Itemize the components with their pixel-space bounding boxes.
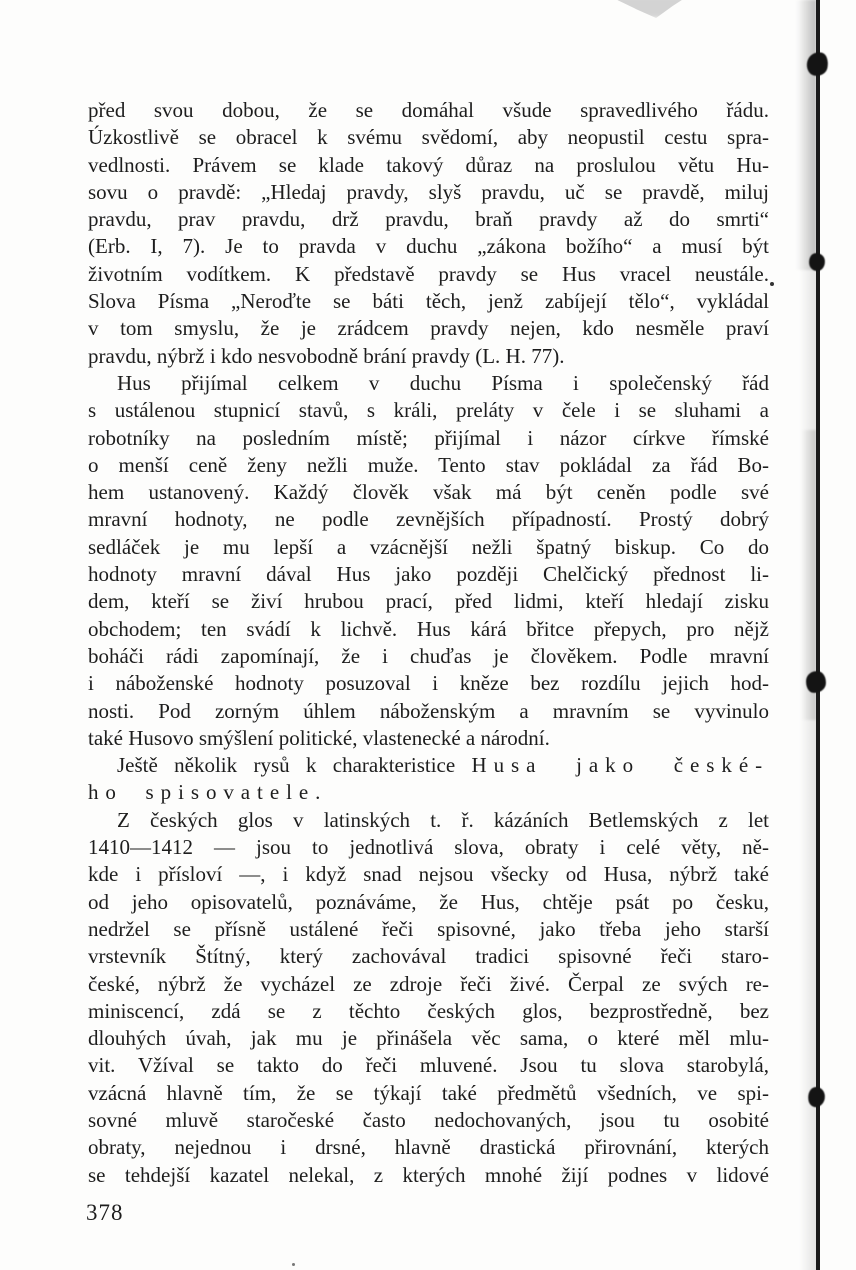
text-line — [88, 370, 769, 397]
text-segment: vzácná hlavně tím, že se týkají také předmětů všedních, ve spi- — [88, 1080, 769, 1105]
text-line — [88, 1025, 769, 1052]
text-line — [88, 506, 769, 533]
text-segment: Z českých glos v latinských t. ř. kázáních Betlemských z let — [117, 807, 769, 832]
text-line — [88, 861, 769, 888]
text-line — [88, 397, 769, 424]
text-segment: Slova Písma „Neroďte se báti těch, jenž zabíjejí tělo“, vykládal — [88, 289, 769, 314]
text-line — [88, 1107, 769, 1134]
text-line — [88, 643, 769, 670]
text-line — [88, 725, 769, 752]
text-segment: kde i přísloví —, i když snad nejsou všecky od Husa, nýbrž také — [88, 862, 769, 887]
text-line — [88, 233, 769, 260]
text-line — [88, 779, 769, 806]
text-segment: sovu o pravdě: „Hledaj pravdy, slyš pravdu, uč se pravdě, miluj — [88, 179, 769, 204]
text-segment: vit. Vžíval se takto do řeči mluvené. Jsou tu slova starobylá, — [88, 1053, 769, 1078]
text-segment: v tom smyslu, že je zrádcem pravdy nejen, kdo nesměle praví — [88, 316, 769, 341]
text-segment: také Husovo smýšlení politické, vlastenecké a národní. — [88, 725, 550, 750]
text-line — [88, 588, 769, 615]
text-line — [88, 670, 769, 697]
text-segment: hem ustanovený. Každý člověk však má být ceněn podle své — [88, 480, 769, 505]
text-segment: s ustálenou stupnicí stavů, s králi, preláty v čele i se sluhami a — [88, 398, 769, 423]
text-line — [88, 179, 769, 206]
text-segment: boháči rádi zapomínají, že i chuďas je člověkem. Podle mravní — [88, 643, 769, 668]
text-segment: Ještě několik rysů k charakteristice — [117, 753, 472, 778]
text-segment: Hus přijímal celkem v duchu Písma i společenský řád — [117, 370, 769, 395]
text-segment: miniscencí, zdá se z těchto českých glos, bezprostředně, bez — [88, 998, 769, 1023]
text-segment: vrstevník Štítný, který zachovával tradici spisovné řeči staro- — [88, 944, 769, 969]
text-line — [88, 152, 769, 179]
text-line — [88, 206, 769, 233]
text-line — [88, 616, 769, 643]
text-line — [88, 479, 769, 506]
book-binding-line — [816, 0, 820, 1270]
text-segment: sedláček je mu lepší a vzácnější nežli špatný biskup. Co do — [88, 534, 769, 559]
scan-speck — [770, 282, 774, 286]
text-segment: pravdu, nýbrž i kdo nesvobodně brání pravdy (L. H. 77). — [88, 343, 565, 368]
ink-blob — [805, 670, 827, 694]
text-segment: 1410—1412 — jsou to jednotlivá slova, obraty i celé věty, ně- — [88, 835, 769, 860]
text-segment: pravdu, prav pravdu, drž pravdu, braň pravdy až do smrti“ — [88, 207, 769, 232]
text-line — [88, 315, 769, 342]
text-segment: dem, kteří se živí hrubou prací, před lidmi, kteří hledají zisku — [88, 589, 769, 614]
text-line — [88, 425, 769, 452]
text-segment: nedržel se přísně ustálené řeči spisovné, jako třeba jeho starší — [88, 916, 769, 941]
text-line — [88, 971, 769, 998]
text-segment: vedlnosti. Právem se klade takový důraz na proslulou větu Hu- — [88, 152, 769, 177]
text-line — [88, 1080, 769, 1107]
text-segment: (Erb. I, 7). Je to pravda v duchu „zákona božího“ a musí být — [88, 234, 769, 259]
text-segment: i náboženské hodnoty posuzoval i kněze bez rozdílu jejich hod- — [88, 671, 769, 696]
page-edge-shadow-top — [795, 0, 816, 270]
text-segment: životním vodítkem. K představě pravdy se Hus vracel neustále. — [88, 261, 769, 286]
text-segment: mravní hodnoty, ne podle zevnějších případností. Prostý dobrý — [88, 507, 769, 532]
text-line — [88, 807, 769, 834]
text-line — [88, 261, 769, 288]
scan-smudge-top — [612, 0, 688, 18]
text-line — [88, 943, 769, 970]
scan-speck — [292, 1263, 295, 1266]
letterspaced-text: Husa jako české- — [471, 753, 770, 778]
text-line — [88, 834, 769, 861]
text-segment: od jeho opisovatelů, poznáváme, že Hus, chtěje psát po česku, — [88, 889, 769, 914]
text-segment: robotníky na posledním místě; přijímal i názor církve římské — [88, 425, 769, 450]
text-line — [88, 288, 769, 315]
text-segment: se tehdejší kazatel nelekal, z kterých mnohé žijí podnes v lidové — [88, 1162, 769, 1187]
text-segment: Úzkostlivě se obracel k svému svědomí, aby neopustil cestu spra- — [88, 125, 769, 150]
text-line — [88, 561, 769, 588]
text-line — [88, 1162, 769, 1189]
text-line — [88, 534, 769, 561]
text-segment: o menší ceně ženy nežli muže. Tento stav pokládal za řád Bo- — [88, 452, 769, 477]
text-segment: hodnoty mravní dával Hus jako později Chelčický přednost li- — [88, 562, 769, 587]
text-line — [88, 124, 769, 151]
text-segment: české, nýbrž že vycházel ze zdroje řeči živé. Čerpal ze svých re- — [88, 971, 769, 996]
text-line — [88, 452, 769, 479]
text-line — [88, 889, 769, 916]
page-number: 378 — [86, 1200, 124, 1225]
text-line — [88, 343, 769, 370]
text-line — [88, 752, 769, 779]
text-block — [88, 97, 769, 1189]
text-segment: před svou dobou, že se domáhal všude spravedlivého řádu. — [88, 98, 769, 122]
letterspaced-text: ho spisovatele. — [88, 780, 328, 805]
text-line — [88, 1134, 769, 1161]
text-line — [88, 1052, 769, 1079]
text-line — [88, 698, 769, 725]
text-line — [88, 998, 769, 1025]
text-segment: obchodem; ten svádí k lichvě. Hus kárá břitce přepych, pro nějž — [88, 616, 769, 641]
text-segment: nosti. Pod zorným úhlem náboženským a mravním se vyvinulo — [88, 698, 769, 723]
text-line — [88, 916, 769, 943]
text-segment: dlouhých úvah, jak mu je přinášela věc sama, o které měl mlu- — [88, 1026, 769, 1051]
text-segment: sovné mluvě staročeské často nedochovaných, jsou tu osobité — [88, 1107, 769, 1132]
text-line — [88, 97, 769, 124]
text-segment: obraty, nejednou i drsné, hlavně drastická přirovnání, kterých — [88, 1135, 769, 1160]
